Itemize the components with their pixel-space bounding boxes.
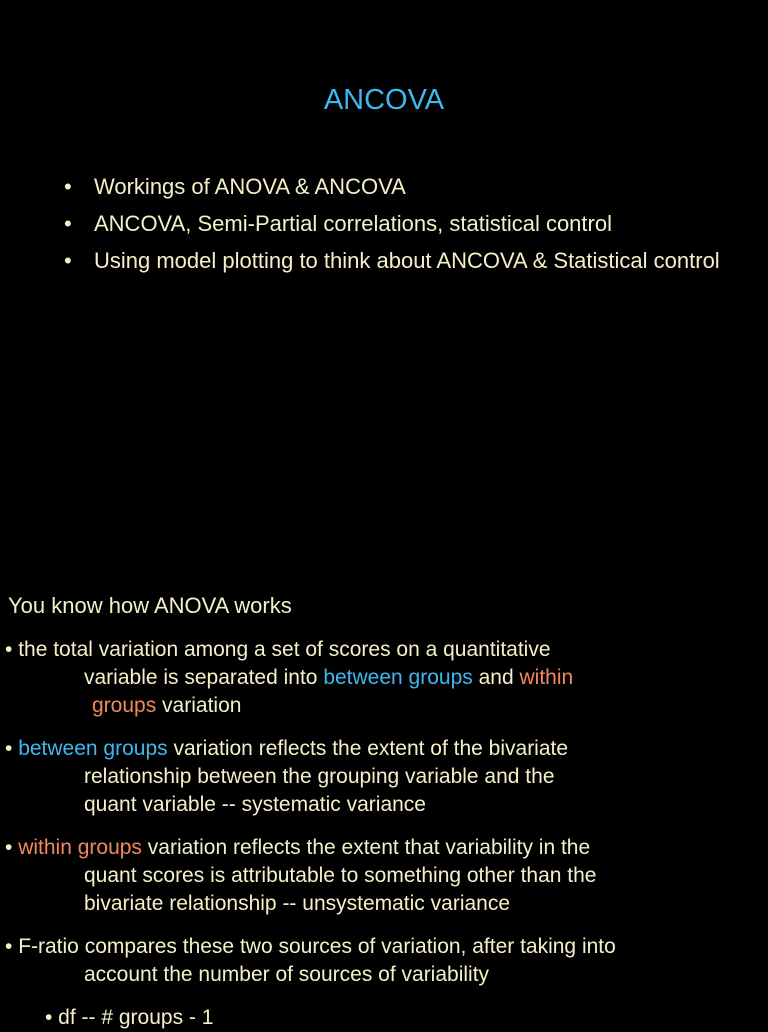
bullet-marker: • bbox=[5, 836, 13, 859]
notes-text: variation reflects the extent of the bivariate bbox=[167, 737, 569, 760]
bullet-marker: • bbox=[5, 737, 13, 760]
notes-line: relationship between the grouping variable and the bbox=[84, 765, 555, 788]
notes-line: quant variable -- systematic variance bbox=[84, 793, 426, 816]
notes-text: the total variation among a set of scores on a quantitative bbox=[12, 638, 551, 661]
notes-text: variation bbox=[156, 694, 242, 717]
term-groups: groups bbox=[92, 694, 157, 717]
notes-bullet-within-groups bbox=[5, 834, 765, 918]
bullet-marker: • bbox=[5, 638, 13, 661]
bullet-text: ANCOVA, Semi-Partial correlations, statistical control bbox=[94, 211, 612, 236]
notes-text: and bbox=[472, 666, 520, 689]
notes-line bbox=[5, 692, 765, 720]
notes-line: account the number of sources of variability bbox=[84, 963, 490, 986]
notes-text: variable is separated into bbox=[84, 666, 324, 689]
bullet-text: Using model plotting to think about ANCOVA & Statistical control bbox=[94, 248, 720, 273]
notes-line: bivariate relationship -- unsystematic variance bbox=[84, 892, 511, 915]
notes-bullet-total-variation bbox=[5, 636, 765, 720]
notes-line: quant scores is attributable to something other than the bbox=[84, 864, 597, 887]
notes-sub-bullet-df: • df -- # groups - 1 bbox=[45, 1006, 214, 1029]
term-within-groups: within groups bbox=[18, 836, 142, 859]
term-between-groups: between groups bbox=[18, 737, 168, 760]
slide-bullet-item bbox=[64, 209, 744, 239]
slide-bullet-list bbox=[64, 172, 744, 283]
bullet-marker: • bbox=[5, 935, 13, 958]
term-within: within bbox=[519, 666, 574, 689]
slide-bullet-item bbox=[64, 246, 744, 276]
notes-text: variation reflects the extent that variability in the bbox=[141, 836, 591, 859]
notes-bullet-list bbox=[5, 636, 765, 1004]
notes-bullet-f-ratio bbox=[5, 933, 765, 989]
bullet-marker: • bbox=[64, 174, 72, 199]
slide-bullet-item bbox=[64, 172, 744, 202]
bullet-marker: • bbox=[64, 248, 72, 273]
bullet-text: Workings of ANOVA & ANCOVA bbox=[94, 174, 406, 199]
notes-bullet-between-groups bbox=[5, 735, 765, 819]
slide-title: ANCOVA bbox=[323, 84, 445, 116]
term-between-groups: between groups bbox=[323, 666, 473, 689]
bullet-marker: • bbox=[64, 211, 72, 236]
notes-intro: You know how ANOVA works bbox=[8, 593, 292, 618]
notes-line bbox=[5, 664, 765, 692]
notes-text: F-ratio compares these two sources of variation, after taking into bbox=[12, 935, 616, 958]
